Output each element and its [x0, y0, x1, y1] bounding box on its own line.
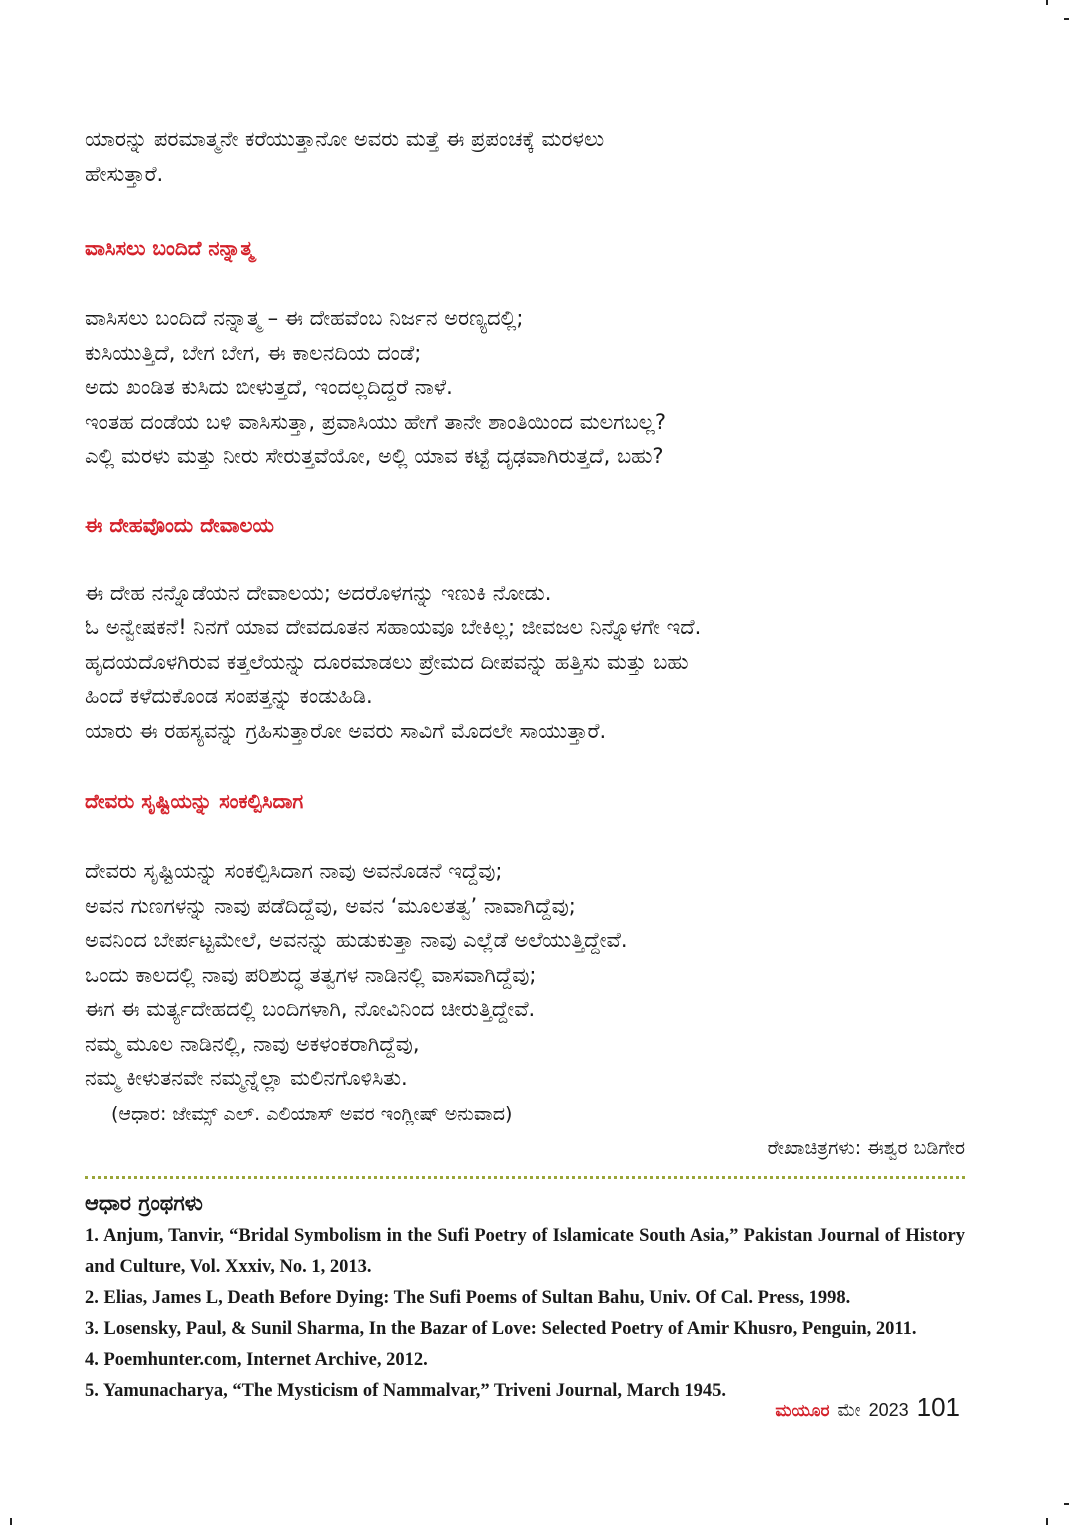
reference-item: 5. Yamunacharya, “The Mysticism of Nammalvar,” Triveni Journal, March 1945. [85, 1380, 726, 1401]
page-footer [775, 1392, 960, 1423]
verse-line: ಎಲ್ಲಿ ಮರಳು ಮತ್ತು ನೀರು ಸೇರುತ್ತವೆಯೋ, ಅಲ್ಲಿ ಯಾವ ಕಟ್ಟೆ ದೃಢವಾಗಿರುತ್ತದೆ, ಬಹು? [85, 444, 664, 468]
verse-line: ದೇವರು ಸೃಷ್ಟಿಯನ್ನು ಸಂಕಲ್ಪಿಸಿದಾಗ ನಾವು ಅವನೊಡನೆ ಇದ್ದೆವು; [85, 859, 503, 883]
references-list [85, 1221, 965, 1407]
verse-line: ಕುಸಿಯುತ್ತಿದೆ, ಬೇಗ ಬೇಗ, ಈ ಕಾಲನದಿಯ ದಂಡೆ; [85, 340, 422, 365]
reference-item: 1. Anjum, Tanvir, “Bridal Symbolism in the Sufi Poetry of Islamicate South Asia,” Pakistan Journal of History and Culture, Vol. Xxxiv, No. 1, 2013. [85, 1225, 965, 1277]
verse-line: ಇಂತಹ ದಂಡೆಯ ಬಳಿ ವಾಸಿಸುತ್ತಾ, ಪ್ರವಾಸಿಯು ಹೇಗೆ ತಾನೇ ಶಾಂತಿಯಿಂದ ಮಲಗಬಲ್ಲ? [85, 409, 667, 434]
verse-line: ಓ ಅನ್ವೇಷಕನೆ! ನಿನಗೆ ಯಾವ ದೇವದೂತನ ಸಹಾಯವೂ ಬೇಕಿಲ್ಲ; ಜೀವಜಲ ನಿನ್ನೊಳಗೇ ಇದೆ. [85, 615, 702, 639]
issue-month: ಮೇ [837, 1400, 861, 1421]
reference-item: 3. Losensky, Paul, & Sunil Sharma, In the Bazar of Love: Selected Poetry of Amir Khusro, Penguin, 2011. [85, 1318, 917, 1339]
page-content [85, 122, 965, 1407]
section-heading: ದೇವರು ಸೃಷ್ಟಿಯನ್ನು ಸಂಕಲ್ಪಿಸಿದಾಗ [85, 789, 304, 813]
poem-verse [85, 854, 965, 1096]
verse-line: ಯಾರು ಈ ರಹಸ್ಯವನ್ನು ಗ್ರಹಿಸುತ್ತಾರೋ ಅವರು ಸಾವಿಗೆ ಮೊದಲೇ ಸಾಯುತ್ತಾರೆ. [85, 718, 607, 743]
issue-year: 2023 [868, 1400, 909, 1420]
crop-mark [1064, 1503, 1069, 1505]
reference-item: 2. Elias, James L, Death Before Dying: The Sufi Poems of Sultan Bahu, Univ. Of Cal. Press, 1998. [85, 1287, 851, 1308]
verse-line: ನಮ್ಮ ಕೀಳುತನವೇ ನಮ್ಮನ್ನೆಲ್ಲಾ ಮಲಿನಗೊಳಿಸಿತು. [85, 1066, 408, 1090]
verse-line: ಅದು ಖಂಡಿತ ಕುಸಿದು ಬೀಳುತ್ತದೆ, ಇಂದಲ್ಲದಿದ್ದರೆ ನಾಳೆ. [85, 375, 453, 399]
section-heading: ವಾಸಿಸಲು ಬಂದಿದೆ ನನ್ನಾತ್ಮ [85, 236, 254, 260]
verse-line: ಈ ದೇಹ ನನ್ನೊಡೆಯನ ದೇವಾಲಯ; ಅದರೊಳಗನ್ನು ಇಣುಕಿ ನೋಡು. [85, 580, 552, 605]
verse-line: ಒಂದು ಕಾಲದಲ್ಲಿ ನಾವು ಪರಿಶುದ್ಧ ತತ್ವಗಳ ನಾಡಿನಲ್ಲಿ ವಾಸವಾಗಿದ್ದೆವು; [85, 962, 537, 987]
references-title: ಆಧಾರ ಗ್ರಂಥಗಳು [85, 1190, 203, 1215]
poem-verse [85, 301, 965, 474]
verse-line: ನಮ್ಮ ಮೂಲ ನಾಡಿನಲ್ಲಿ, ನಾವು ಅಕಳಂಕರಾಗಿದ್ದೆವು, [85, 1031, 420, 1056]
source-note: (ಆಧಾರ: ಜೇಮ್ಸ್ ಎಲ್. ಎಲಿಯಾಸ್ ಅವರ ಇಂಗ್ಲೀಷ್ ಅನುವಾದ) [111, 1102, 513, 1125]
section-heading: ಈ ದೇಹವೊಂದು ದೇವಾಲಯ [85, 512, 274, 537]
verse-line: ವಾಸಿಸಲು ಬಂದಿದೆ ನನ್ನಾತ್ಮ – ಈ ದೇಹವೆಂಬ ನಿರ್ಜನ ಅರಣ್ಯದಲ್ಲಿ; [85, 306, 524, 330]
illustration-credit: ರೇಖಾಚಿತ್ರಗಳು: ಈಶ್ವರ ಬಡಿಗೇರ [767, 1136, 965, 1159]
verse-line: ಈಗ ಈ ಮರ್ತ್ಯದೇಹದಲ್ಲಿ ಬಂದಿಗಳಾಗಿ, ನೋವಿನಿಂದ ಚೀರುತ್ತಿದ್ದೇವೆ. [85, 997, 536, 1021]
verse-line: ಹೃದಯದೊಳಗಿರುವ ಕತ್ತಲೆಯನ್ನು ದೂರಮಾಡಲು ಪ್ರೇಮದ ದೀಪವನ್ನು ಹತ್ತಿಸು ಮತ್ತು ಬಹು [85, 649, 689, 674]
poem-verse [85, 576, 965, 749]
verse-line: ಅವನಿಂದ ಬೇರ್ಪಟ್ಟಮೇಲೆ, ಅವನನ್ನು ಹುಡುಕುತ್ತಾ ನಾವು ಎಲ್ಲೆಡೆ ಅಲೆಯುತ್ತಿದ್ದೇವೆ. [85, 928, 628, 952]
intro-paragraph [85, 122, 965, 192]
intro-line: ಯಾರನ್ನು ಪರಮಾತ್ಮನೇ ಕರೆಯುತ್ತಾನೋ ಅವರು ಮತ್ತೆ ಈ ಪ್ರಪಂಚಕ್ಕೆ ಮರಳಲು [85, 127, 605, 151]
crop-mark [1046, 0, 1048, 5]
dotted-divider [85, 1176, 965, 1179]
magazine-logo: ಮಯೂರ [775, 1401, 830, 1421]
verse-line: ಹಿಂದೆ ಕಳೆದುಕೊಂಡ ಸಂಪತ್ತನ್ನು ಕಂಡುಹಿಡಿ. [85, 684, 373, 708]
crop-mark [1064, 18, 1069, 20]
crop-mark [10, 1518, 12, 1525]
intro-line: ಹೇಸುತ್ತಾರೆ. [85, 162, 164, 186]
reference-item: 4. Poemhunter.com, Internet Archive, 2012. [85, 1349, 428, 1370]
crop-mark [1046, 1518, 1048, 1525]
page-number: 101 [916, 1392, 960, 1422]
verse-line: ಅವನ ಗುಣಗಳನ್ನು ನಾವು ಪಡೆದಿದ್ದೆವು, ಅವನ ‘ಮೂಲತತ್ವ’ ನಾವಾಗಿದ್ದೆವು; [85, 893, 576, 918]
